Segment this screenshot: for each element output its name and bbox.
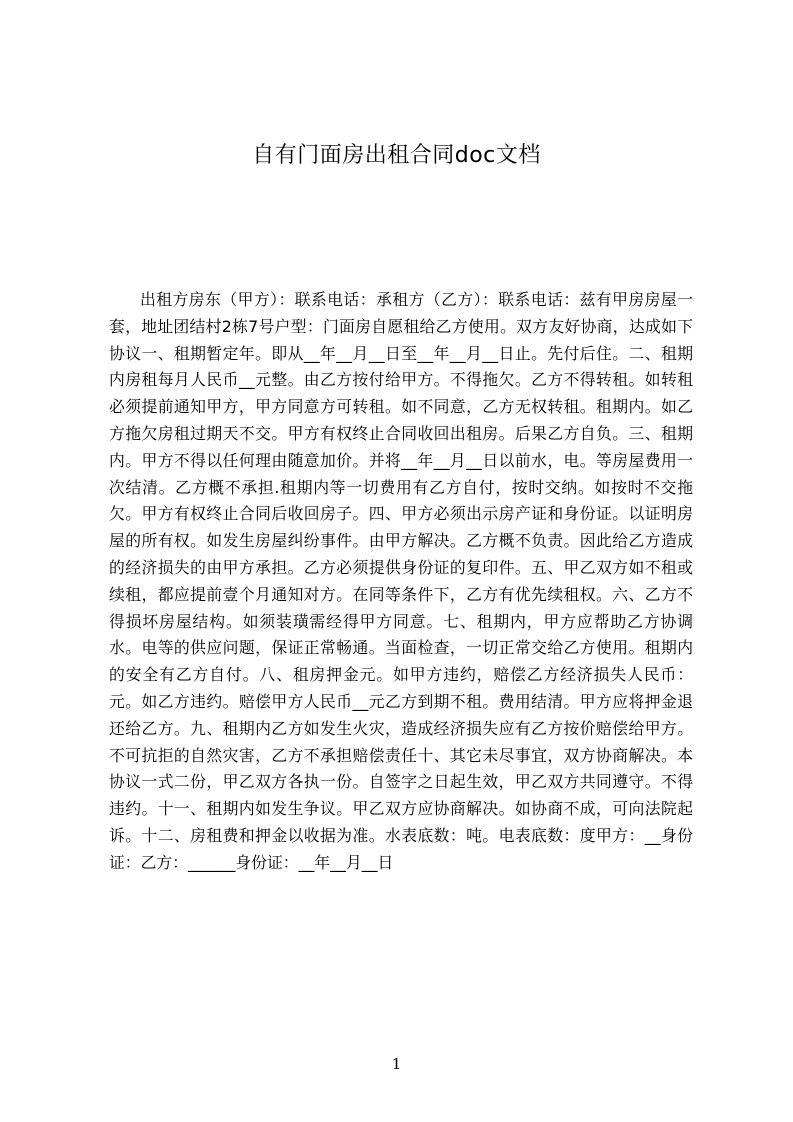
page-number: 1 (391, 1055, 402, 1073)
document-title: 自有门面房出租合同doc文档 (252, 143, 541, 168)
contract-body-text: 出租方房东（甲方）：联系电话：承租方（乙方）：联系电话：兹有甲房房屋一套，地址团结村2栋7号户型：门面房自愿租给乙方使用。双方友好协商，达成如下协议一、租期暂定年。即从__年__月__日至__年__月__日止。先付后住。二、租期内房租每月人民币__元整。由乙方按付给甲方。不得拖欠。乙方不得转租。如转租必须提前通知甲方，甲方同意方可转租。如不同意，乙方无权转租。租期内。如乙方拖欠房租过期天不交。甲方有权终止合同收回出租房。后果乙方自负。三、租期内。甲方不得以任何理由随意加价。并将__年__月__日以前水，电。等房屋费用一次结清。乙方概不承担.租期内等一切费用有乙方自付，按时交纳。如按时不交拖欠。甲方有权终止合同后收回房子。四、甲方必须出示房产证和身份证。以证明房屋的所有权。如发生房屋纠纷事件。由甲方解决。乙方概不负责。因此给乙方造成的经济损失的由甲方承担。乙方必须提供身份证的复印件。五、甲乙双方如不租或续租，都应提前壹个月通知对方。在同等条件下，乙方有优先续租权。六、乙方不得损坏房屋结构。如须装璜需经得甲方同意。七、租期内，甲方应帮助乙方协调水。电等的供应问题，保证正常畅通。当面检查，一切正常交给乙方使用。租期内的安全有乙方自付。八、租房押金元。如甲方违约，赔偿乙方经济损失人民币：元。如乙方违约。赔偿甲方人民币__元乙方到期不租。费用结清。甲方应将押金退还给乙方。九、租期内乙方如发生火灾，造成经济损失应有乙方按价赔偿给甲方。不可抗拒的自然灾害，乙方不承担赔偿责任十、其它未尽事宜，双方协商解决。本协议一式二份，甲乙双方各执一份。自签字之日起生效，甲乙双方共同遵守。不得违约。十一、租期内如发生争议。甲乙双方应协商解决。如协商不成，可向法院起诉。十二、房租费和押金以收据为准。水表底数：吨。电表底数：度甲方：__身份证：乙方：______身份证：__年__月__日 (109, 290, 693, 872)
